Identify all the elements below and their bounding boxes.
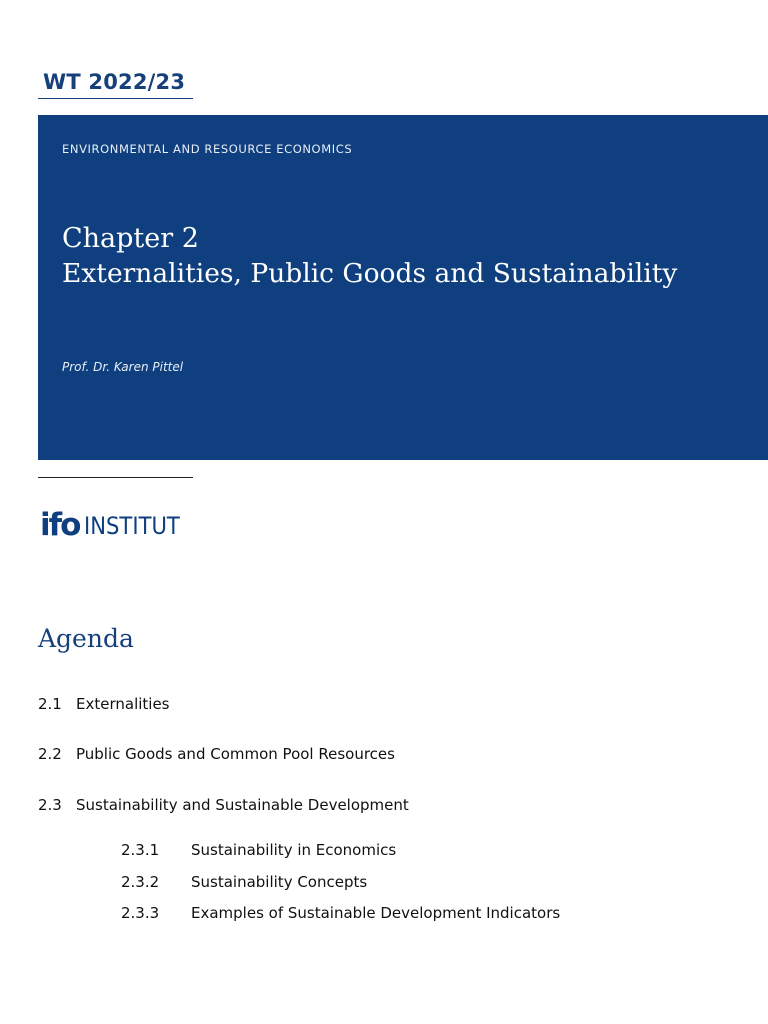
- agenda-subitem-number: 2.3.3: [121, 904, 160, 922]
- agenda-subitem: [121, 873, 367, 891]
- agenda-item-label: Public Goods and Common Pool Resources: [76, 745, 395, 763]
- author-name: Prof. Dr. Karen Pittel: [62, 360, 184, 374]
- agenda-subitem-number: 2.3.2: [121, 873, 160, 891]
- ifo-institut-logo: [40, 504, 193, 543]
- agenda-subitem: [121, 904, 560, 922]
- agenda-subitem-number: 2.3.1: [121, 841, 160, 859]
- chapter-title: Externalities, Public Goods and Sustainability: [62, 258, 678, 289]
- agenda-item: [38, 695, 170, 713]
- agenda-item-label: Sustainability and Sustainable Development: [76, 796, 409, 814]
- agenda-item-number: 2.2: [38, 745, 62, 763]
- term-underline: [38, 98, 193, 99]
- agenda-subitem-label: Examples of Sustainable Development Indicators: [191, 904, 561, 922]
- agenda-item: [38, 745, 395, 763]
- agenda-item: [38, 796, 409, 814]
- agenda-heading: Agenda: [38, 624, 134, 653]
- agenda-subitem: [121, 841, 396, 859]
- agenda-subitem-label: Sustainability Concepts: [191, 873, 368, 891]
- agenda-item-number: 2.3: [38, 796, 62, 814]
- title-banner: [38, 115, 768, 460]
- agenda-item-label: Externalities: [76, 695, 170, 713]
- agenda-item-number: 2.1: [38, 695, 62, 713]
- term-label: WT 2022/23: [43, 70, 186, 94]
- logo-institut-text: INSTITUT: [84, 512, 181, 540]
- logo-divider: [38, 477, 193, 478]
- agenda-subitem-label: Sustainability in Economics: [191, 841, 397, 859]
- chapter-number: Chapter 2: [62, 223, 199, 254]
- logo-ifo-text: ifo: [40, 507, 80, 543]
- course-name: ENVIRONMENTAL AND RESOURCE ECONOMICS: [62, 142, 353, 156]
